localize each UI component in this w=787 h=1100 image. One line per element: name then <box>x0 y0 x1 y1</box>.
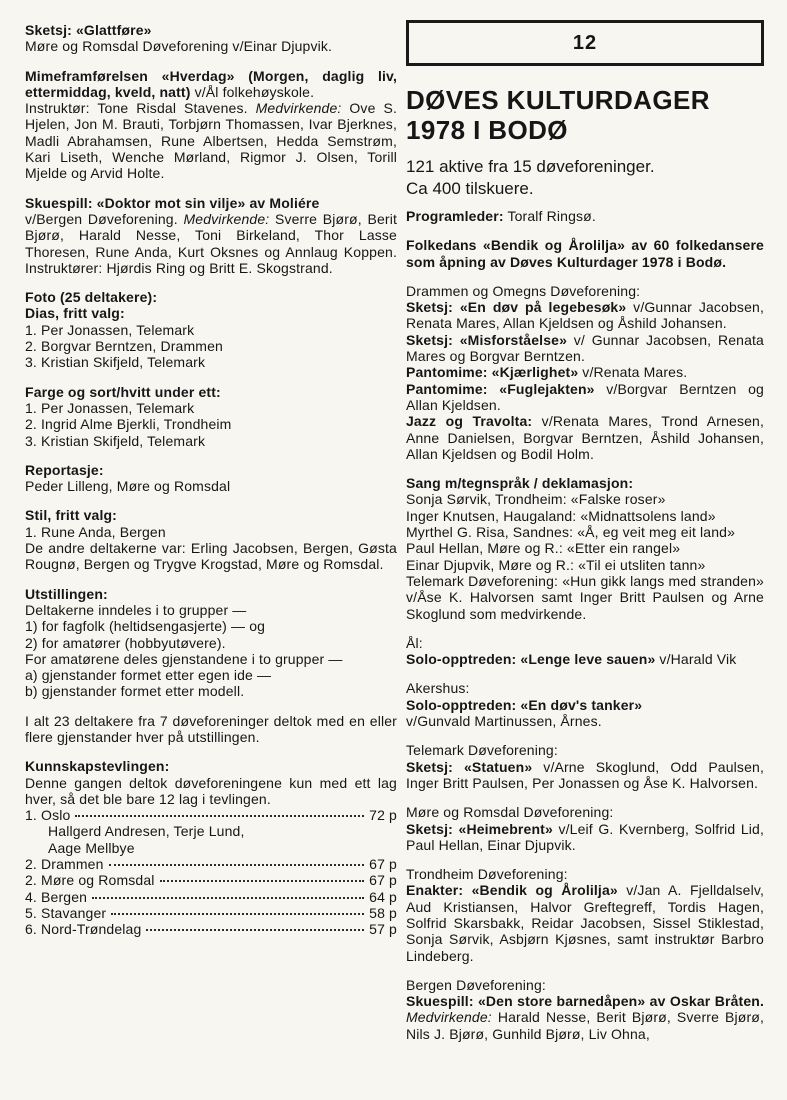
italic-text: Medvirkende: <box>255 100 342 117</box>
text-block <box>25 540 397 573</box>
body-text: Harald Nesse, Berit Bjørø, Sverre Bjørø, Nils J. Bjørø, Gunhild Bjørø, Liv Ohna, <box>406 1009 764 1042</box>
body-text: Peder Lilleng, Møre og Romsdal <box>25 478 231 495</box>
text-block <box>25 667 397 683</box>
body-text: Trondheim Døveforening: <box>406 866 568 883</box>
text-block <box>406 697 764 713</box>
bold-text: Kunnskapstevlingen: <box>25 758 170 775</box>
body-text: For amatørene deles gjenstandene i to grupper — <box>25 650 343 667</box>
body-text: Toralf Ringsø. <box>503 208 596 224</box>
text-block <box>406 283 764 299</box>
result-team: Nord-Trøndelag <box>41 921 142 938</box>
result-row <box>25 872 397 888</box>
bold-text: Sketsj: «En døv på legebesøk» <box>406 299 627 316</box>
text-block <box>25 478 397 494</box>
bold-text: Sketsj: «Misforståelse» <box>406 331 568 348</box>
text-block <box>25 305 397 321</box>
bold-text: Skuespill: «Den store barnedåpen» av Oskar Bråten. <box>406 993 764 1010</box>
text-block <box>406 573 764 622</box>
result-points: 67 p <box>369 856 397 873</box>
page-number: 12 <box>572 31 598 54</box>
bold-text: Dias, fritt valg: <box>25 305 125 322</box>
text-block <box>406 332 764 365</box>
text-block <box>406 882 764 963</box>
body-text: Instruktør: Tone Risdal Stavenes. <box>25 100 256 117</box>
bold-text: Farge og sort/hvitt under ett: <box>25 383 221 400</box>
result-rank: 5. <box>25 904 37 921</box>
dot-leader <box>109 864 365 866</box>
subtitle-line2: Ca 400 tilskuere. <box>406 179 534 198</box>
result-row <box>25 921 397 937</box>
body-text: v/Renata Mares, Trond Arnesen, Anne Danielsen, Borgvar Berntzen, Åshild Johansen, Allan Kjeldsen og Bodil Holm. <box>406 413 765 462</box>
text-block <box>406 413 764 462</box>
result-row <box>25 807 397 823</box>
bold-text: Sketsj: «Heimebrent» <box>406 820 553 837</box>
result-points: 72 p <box>369 807 397 824</box>
text-block <box>406 508 764 524</box>
text-block <box>25 602 397 618</box>
text-block <box>25 758 397 774</box>
text-block <box>406 651 764 667</box>
result-team: Bergen <box>41 888 88 905</box>
result-points: 58 p <box>369 904 397 921</box>
body-text: Deltakerne inndeles i to grupper — <box>25 601 247 618</box>
subtitle <box>406 156 764 200</box>
bold-text: Foto (25 deltakere): <box>25 289 158 306</box>
text-block <box>25 195 397 211</box>
body-text: 2. Ingrid Alme Bjerkli, Trondheim <box>25 416 232 433</box>
result-team: Møre og Romsdal <box>41 872 155 889</box>
text-block <box>406 524 764 540</box>
body-text: v/Jan A. Fjelldalselv, Aud Kristiansen, Halvor Greftegreff, Tordis Hagen, Solfrid Skarsbakk, Reidar Jacobsen, Sissel Stiklestad, Sonja Sørvik, Asbjørn Kjøsnes, samt instruktør Barbro Lindeberg. <box>406 882 764 964</box>
result-rank-name <box>25 905 106 921</box>
body-text: v/Gunvald Martinussen, Årnes. <box>406 713 602 730</box>
result-rank: 2. <box>25 856 37 873</box>
text-block <box>406 364 764 380</box>
bold-text: Mimeframførelsen «Hverdag» (Morgen, daglig liv, ettermiddag, kveld, natt) <box>25 67 397 100</box>
subtitle-line1: 121 aktive fra 15 døveforeninger. <box>406 157 655 176</box>
body-text: 2. Borgvar Berntzen, Drammen <box>25 338 223 355</box>
text-block <box>25 586 397 602</box>
right-column-body <box>406 208 764 1042</box>
result-rank-name <box>25 872 155 888</box>
bold-text: Solo-opptreden: «En døv's tanker» <box>406 696 643 713</box>
text-block <box>25 462 397 478</box>
bold-text: Stil, fritt valg: <box>25 507 117 524</box>
bold-text: Solo-opptreden: «Lenge leve sauen» <box>406 651 656 668</box>
text-block <box>406 381 764 414</box>
italic-text: Medvirkende: <box>406 1009 492 1026</box>
body-text: Møre og Romsdal Døveforening: <box>406 804 614 821</box>
bold-text: Folkedans «Bendik og Årolilja» av 60 folkedansere som åpning av Døves Kulturdager 1978 i Bodø. <box>406 237 764 270</box>
body-text: Bergen Døveforening: <box>406 976 546 993</box>
text-block <box>406 635 764 651</box>
bold-text: Programleder: <box>406 208 504 224</box>
body-text: Drammen og Omegns Døveforening: <box>406 282 641 299</box>
result-points: 57 p <box>369 921 397 938</box>
body-text: Telemark Døveforening: «Hun gikk langs med stranden» v/Åse K. Halvorsen samt Inger Britt Paulsen og Arne Skoglund som medvirkende. <box>406 572 764 622</box>
dot-leader <box>146 929 364 931</box>
text-block <box>406 713 764 729</box>
bold-text: Pantomime: «Fuglejakten» <box>406 380 595 397</box>
text-block <box>406 237 764 270</box>
result-team: Stavanger <box>41 904 107 921</box>
text-block <box>25 635 397 651</box>
body-text: 2) for amatører (hobbyutøvere). <box>25 634 226 651</box>
text-block <box>25 651 397 667</box>
page-title-line1: DØVES KULTURDAGER <box>406 85 710 115</box>
body-text: Denne gangen deltok døveforeningene kun med ett lag hver, så det ble bare 12 lag i tevlingen. <box>25 774 397 807</box>
text-block <box>406 299 764 332</box>
bold-text: Sketsj: «Statuen» <box>406 758 533 775</box>
text-block <box>406 475 764 491</box>
body-text: Einar Djupvik, Møre og R.: «Til ei utsliten tann» <box>406 556 706 573</box>
body-text: v/Renata Mares. <box>578 364 688 381</box>
text-block <box>25 524 397 540</box>
dot-leader <box>75 815 364 817</box>
body-text: Inger Knutsen, Haugaland: «Midnattsolens land» <box>406 507 716 524</box>
page-title <box>406 85 764 145</box>
text-block <box>25 683 397 699</box>
body-text: v/Gunnar Jacobsen, Renata Mares, Allan Kjeldsen og Åshild Johansen. <box>406 299 764 332</box>
body-text: Telemark Døveforening: <box>406 742 558 759</box>
bold-text: Jazz og Travolta: <box>406 413 533 430</box>
bold-text: Pantomime: «Kjærlighet» <box>406 364 579 381</box>
dot-leader <box>92 897 364 899</box>
result-points: 67 p <box>369 872 397 889</box>
result-rank-name <box>25 807 70 823</box>
text-block <box>25 211 397 276</box>
text-block <box>25 384 397 400</box>
body-text: Paul Hellan, Møre og R.: «Etter ein rangel» <box>406 540 681 557</box>
body-text: 3. Kristian Skifjeld, Telemark <box>25 354 206 371</box>
body-text: Myrthel G. Risa, Sandnes: «Å, eg veit meg eit land» <box>406 524 736 541</box>
body-text: a) gjenstander formet etter egen ide — <box>25 667 272 684</box>
result-rank: 2. <box>25 872 37 889</box>
body-text: 3. Kristian Skifjeld, Telemark <box>25 432 206 449</box>
body-text: Sonja Sørvik, Trondheim: «Falske roser» <box>406 491 666 508</box>
body-text: 1. Per Jonassen, Telemark <box>25 321 195 338</box>
page-number-box <box>406 20 764 66</box>
text-block <box>25 840 397 856</box>
result-rank: 4. <box>25 888 37 905</box>
bold-text: Reportasje: <box>25 461 104 478</box>
text-block <box>406 742 764 758</box>
text-block <box>406 993 764 1042</box>
text-block <box>25 433 397 449</box>
dot-leader <box>160 880 365 882</box>
text-block <box>25 22 397 38</box>
right-column <box>406 20 764 1042</box>
result-rank: 1. <box>25 807 37 824</box>
result-row <box>25 889 397 905</box>
body-text: v/Borgvar Berntzen og Allan Kjeldsen. <box>406 380 764 413</box>
bold-text: Enakter: «Bendik og Årolilja» <box>406 882 618 899</box>
body-text: Ove S. Hjelen, Jon M. Brauti, Torbjørn Thomassen, Ivar Bjerknes, Madli Abrahamsen, Rune Albertsen, Hedda Semstrøm, Kari Liseth, Wenche Mørland, Rigmor J. Olsen, Torill Mjelde og Arvid Holte. <box>25 100 397 182</box>
body-text: I alt 23 deltakere fra 7 døveforeninger deltok med en eller flere gjenstander hver på utstillingen. <box>25 712 397 745</box>
bold-text: Sang m/tegnspråk / deklamasjon: <box>406 475 634 492</box>
text-block <box>406 821 764 854</box>
text-block <box>25 713 397 746</box>
text-block <box>406 866 764 882</box>
body-text: v/Leif G. Kvernberg, Solfrid Lid, Paul Hellan, Einar Djupvik. <box>406 820 764 853</box>
body-text: v/Bergen Døveforening. <box>25 210 184 227</box>
body-text: v/Arne Skoglund, Odd Paulsen, Inger Britt Paulsen, Per Jonassen og Åse K. Halvorsen. <box>406 758 764 791</box>
result-rank: 6. <box>25 921 37 938</box>
text-block <box>25 38 397 54</box>
result-rank-name <box>25 856 104 872</box>
result-team: Drammen <box>41 856 104 873</box>
result-rank-name <box>25 921 141 937</box>
italic-text: Medvirkende: <box>183 210 270 227</box>
result-team: Oslo <box>41 807 71 824</box>
text-block <box>25 400 397 416</box>
text-block <box>25 507 397 523</box>
text-block <box>25 618 397 634</box>
body-text: Møre og Romsdal Døveforening v/Einar Djupvik. <box>25 38 333 55</box>
body-text: Akershus: <box>406 680 470 697</box>
text-block <box>25 322 397 338</box>
result-row <box>25 905 397 921</box>
text-block <box>25 823 397 839</box>
text-block <box>406 759 764 792</box>
text-block <box>406 491 764 507</box>
dot-leader <box>111 913 364 915</box>
body-text: 1. Rune Anda, Bergen <box>25 523 166 540</box>
body-text: Hallgerd Andresen, Terje Lund, <box>48 823 245 840</box>
text-block <box>406 977 764 993</box>
bold-text: Skuespill: «Doktor mot sin vilje» av Moliére <box>25 194 320 211</box>
text-block <box>406 208 764 224</box>
body-text: b) gjenstander formet etter modell. <box>25 683 245 700</box>
left-column <box>25 22 397 938</box>
body-text: 1) for fagfolk (heltidsengasjerte) — og <box>25 618 266 635</box>
text-block <box>406 557 764 573</box>
result-row <box>25 856 397 872</box>
result-rank-name <box>25 889 87 905</box>
bold-text: Sketsj: «Glattføre» <box>25 22 152 38</box>
body-text: v/Ål folkehøyskole. <box>190 83 315 100</box>
body-text: v/Harald Vik <box>655 651 737 668</box>
text-block <box>406 540 764 556</box>
body-text: Sverre Bjørø, Berit Bjørø, Harald Nesse, Toni Birkeland, Thor Lasse Thoresen, Rune Anda, Kurt Oksnes og Annlaug Koppen. Instruktører: Hjørdis Ring og Britt E. Skogstrand. <box>25 210 397 276</box>
page-title-line2: 1978 I BODØ <box>406 115 568 145</box>
text-block <box>406 804 764 820</box>
result-points: 64 p <box>369 888 397 905</box>
body-text: Ål: <box>406 634 423 651</box>
text-block <box>25 68 397 101</box>
bold-text: Utstillingen: <box>25 585 108 602</box>
text-block <box>25 354 397 370</box>
text-block <box>25 100 397 181</box>
text-block <box>25 338 397 354</box>
text-block <box>406 680 764 696</box>
body-text: v/ Gunnar Jacobsen, Renata Mares og Borgvar Berntzen. <box>406 331 764 365</box>
text-block <box>25 289 397 305</box>
text-block <box>25 416 397 432</box>
body-text: De andre deltakerne var: Erling Jacobsen, Bergen, Gøsta Rougnø, Bergen og Trygve Krogstad, Møre og Romsdal. <box>25 540 397 573</box>
body-text: Aage Mellbye <box>48 839 135 856</box>
body-text: 1. Per Jonassen, Telemark <box>25 399 195 416</box>
text-block <box>25 775 397 808</box>
